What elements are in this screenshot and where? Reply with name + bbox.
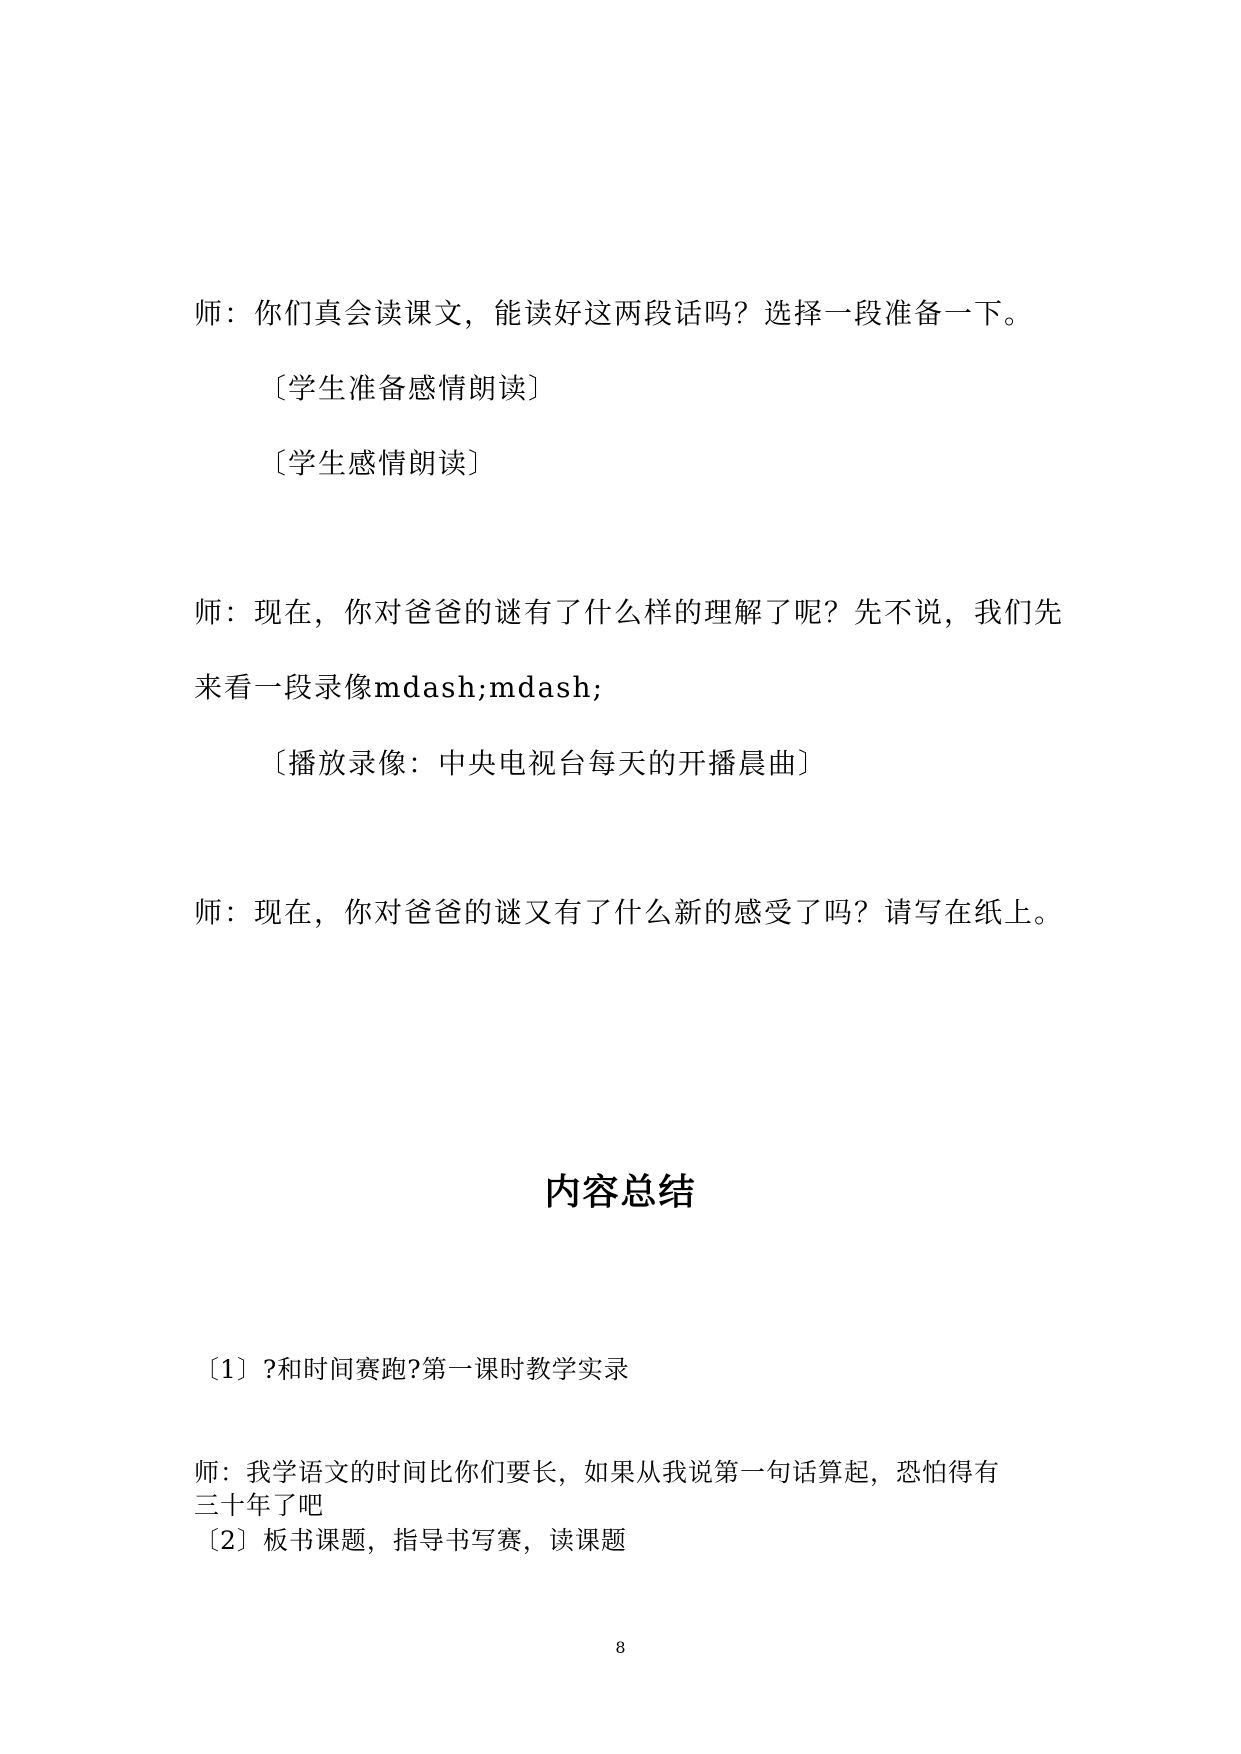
summary-heading: 内容总结 [544,1172,697,1213]
paragraph-teacher-question-line1: 师：现在，你对爸爸的谜有了什么样的理解了呢？先不说，我们先 [194,596,1065,629]
summary-item-2-line2: 三十年了吧 [194,1491,325,1520]
paragraph-teacher-write: 师：现在，你对爸爸的谜又有了什么新的感受了吗？请写在纸上。 [194,896,1065,929]
summary-item-3: 〔2〕板书课题，指导书写赛，读课题 [194,1526,627,1555]
paragraph-students-prepare: 〔学生准备感情朗读〕 [258,372,559,405]
summary-item-2-line1: 师：我学语文的时间比你们要长，如果从我说第一句话算起，恐怕得有 [194,1458,1001,1487]
paragraph-play-video: 〔播放录像：中央电视台每天的开播晨曲〕 [258,747,829,780]
page-number: 8 [615,1638,626,1657]
paragraph-teacher-question-line2: 来看一段录像mdash;mdash; [194,671,605,704]
paragraph-students-read: 〔学生感情朗读〕 [258,447,499,480]
summary-item-1: 〔1〕?和时间赛跑?第一课时教学实录 [194,1355,630,1384]
paragraph-teacher-reading: 师：你们真会读课文，能读好这两段话吗？选择一段准备一下。 [194,297,1035,330]
